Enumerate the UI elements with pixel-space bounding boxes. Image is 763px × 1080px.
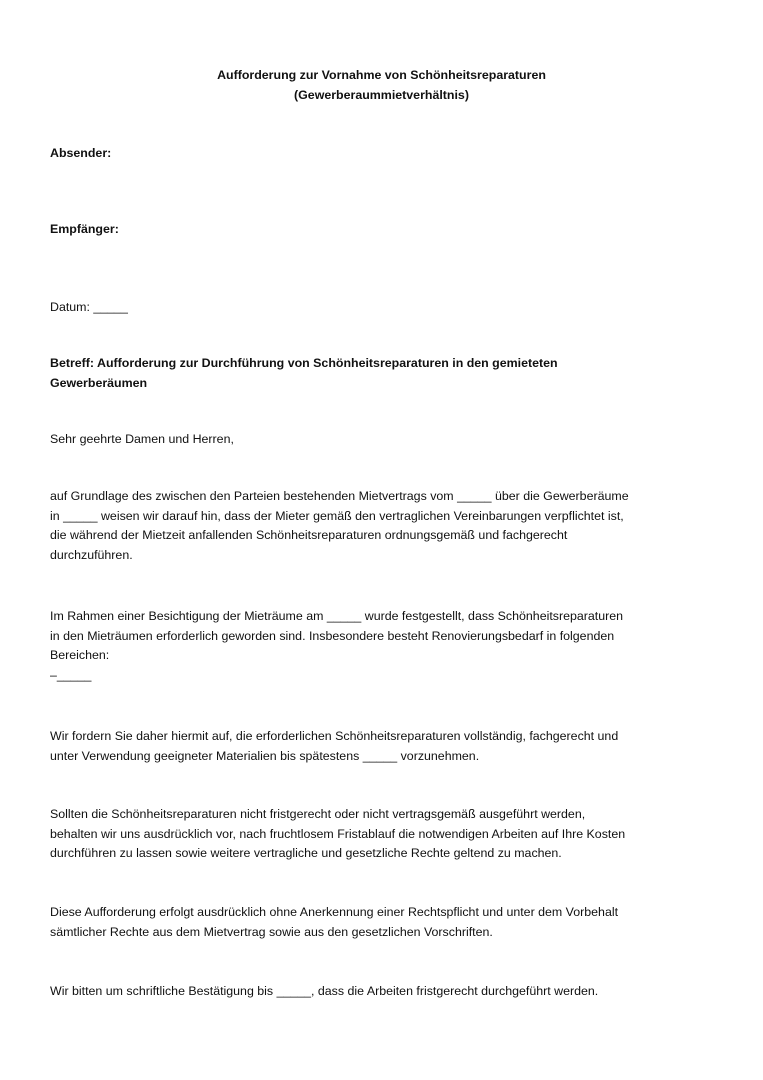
paragraph-line: sämtlicher Rechte aus dem Mietvertrag sowie aus den gesetzlichen Vorschriften. [50,924,493,939]
paragraph-line: Sollten die Schönheitsreparaturen nicht fristgerecht oder nicht vertragsgemäß ausgeführt werden, [50,807,586,821]
title-line-1: Aufforderung zur Vornahme von Schönheitsreparaturen [217,68,546,82]
paragraph-line: Wir fordern Sie daher hiermit auf, die erforderlichen Schönheitsreparaturen vollständig, fachgerecht und [50,729,619,743]
salutation: Sehr geehrte Damen und Herren, [50,432,234,446]
subject-line-1: Betreff: Aufforderung zur Durchführung von Schönheitsreparaturen in den gemieteten [50,356,558,370]
paragraph-line: Diese Aufforderung erfolgt ausdrücklich ohne Anerkennung einer Rechtspflicht und unter dem Vorbehalt [50,905,619,919]
paragraph-line: in den Mieträumen erforderlich geworden sind. Insbesondere besteht Renovierungsbedarf in folgenden [50,628,615,643]
paragraph-line: Im Rahmen einer Besichtigung der Mieträume am _____ wurde festgestellt, dass Schönheitsreparaturen [50,609,624,623]
paragraph-confirmation [50,982,720,1002]
paragraph-reservation [50,903,720,942]
paragraph-line: die während der Mietzeit anfallenden Schönheitsreparaturen ordnungsgemäß und fachgerecht [50,528,568,542]
list-item-placeholder: –_____ [50,667,92,682]
paragraph-line: in _____ weisen wir darauf hin, dass der Mieter gemäß den vertraglichen Vereinbarungen verpflichtet ist, [50,508,624,523]
paragraph-line: durchzuführen. [50,547,133,562]
subject-heading [50,354,720,393]
recipient-label: Empfänger: [50,222,119,236]
paragraph-line: Wir bitten um schriftliche Bestätigung bis _____, dass die Arbeiten fristgerecht durchgeführt werden. [50,984,599,998]
paragraph-line: behalten wir uns ausdrücklich vor, nach fruchtlosem Fristablauf die notwendigen Arbeiten auf Ihre Kosten [50,826,626,841]
paragraph-inspection [50,607,720,685]
paragraph-line: unter Verwendung geeigneter Materialien bis spätestens _____ vorzunehmen. [50,748,480,763]
paragraph-demand [50,727,720,766]
subject-line-2: Gewerberäumen [50,375,148,390]
paragraph-line: Bereichen: [50,648,110,662]
paragraph-consequences [50,805,720,864]
paragraph-contract-basis [50,487,720,565]
sender-label: Absender: [50,146,112,160]
title-line-2: (Gewerberaummietverhältnis) [294,87,469,102]
paragraph-line: auf Grundlage des zwischen den Parteien bestehenden Mietvertrags vom _____ über die Gewerberäume [50,489,629,503]
document-title [0,66,763,105]
date-line: Datum: _____ [50,300,128,314]
paragraph-line: durchführen zu lassen sowie weitere vertragliche und gesetzliche Rechte geltend zu machen. [50,846,562,860]
